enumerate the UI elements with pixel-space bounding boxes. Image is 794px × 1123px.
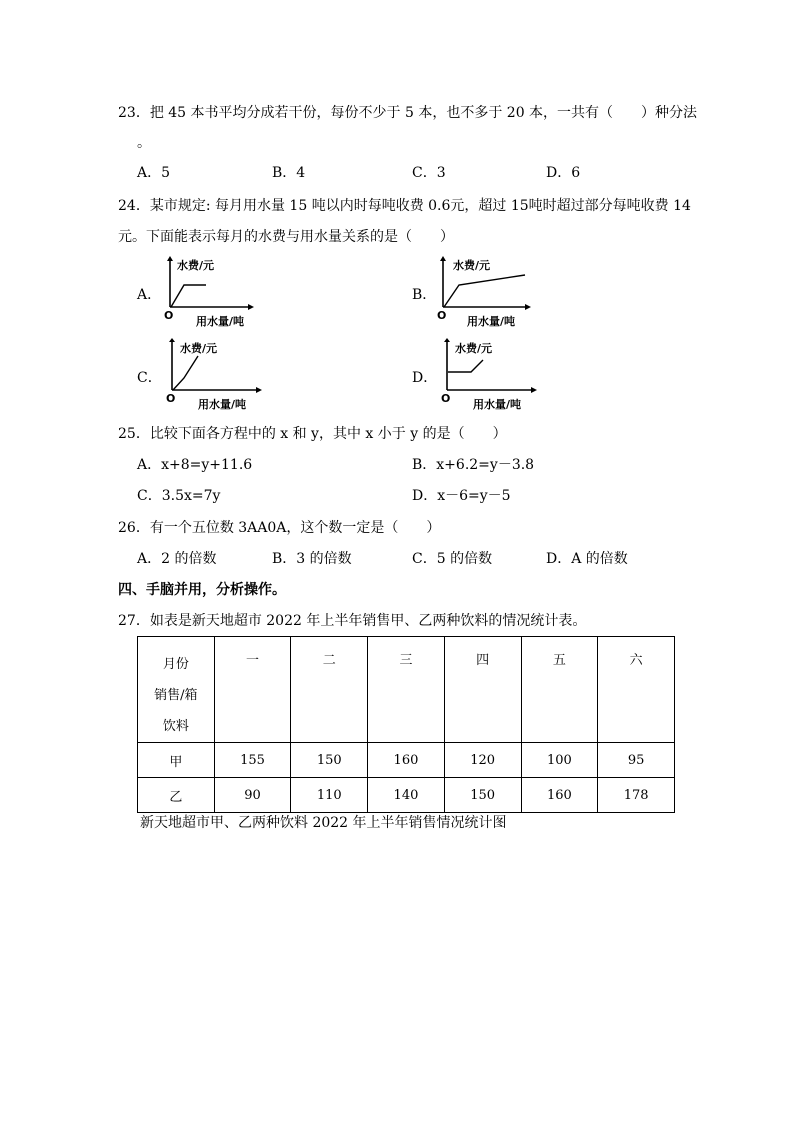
question-24-line1: 24．某市规定: 每月用水量 15 吨以内时每吨收费 0.6元，超过 15吨时超过部分每吨收费 14 [118,198,691,214]
q25-option-d[interactable]: D．x－6=y－5 [412,488,511,504]
question-24-line2: 元。下面能表示每月的水费与用水量关系的是（ ） [118,229,454,245]
q23-option-c[interactable]: C．3 [412,165,446,181]
graph-a-y-label: 水费/元 [177,259,215,272]
q24-option-b[interactable]: B． [412,287,437,303]
table-cell: 90 [214,778,291,813]
month-header: 五 [521,637,598,743]
row-label: 乙 [138,778,215,813]
month-header: 二 [291,637,368,743]
section-4-title: 四、手脑并用，分析操作。 [118,582,286,598]
table-cell: 160 [521,778,598,813]
corner-month-label: 月份 [162,657,189,672]
graph-c-y-label: 水费/元 [180,342,218,355]
table-row [138,778,675,813]
graph-d-origin: O [441,392,451,405]
question-25-text: 25．比较下面各方程中的 x 和 y，其中 x 小于 y 的是（ ） [118,426,507,442]
graph-a-origin: O [164,309,174,322]
month-header: 一 [214,637,291,743]
graph-d[interactable] [437,338,537,414]
q26-option-b[interactable]: B．3 的倍数 [272,551,352,567]
table-corner-cell [138,637,215,743]
question-23-text: 23．把 45 本书平均分成若干份，每份不少于 5 本，也不多于 20 本，一共有（ ）种分法 [118,105,698,121]
table-row [138,743,675,778]
corner-drink-label: 饮料 [162,719,189,734]
graph-d-x-label: 用水量/吨 [473,398,522,411]
graph-c[interactable] [162,338,262,414]
q24-option-c[interactable]: C． [137,370,162,386]
table-cell: 160 [368,743,445,778]
q26-option-d[interactable]: D．A 的倍数 [546,551,628,567]
graph-a[interactable] [160,255,255,329]
q23-option-d[interactable]: D．6 [546,165,581,181]
q26-option-a[interactable]: A．2 的倍数 [137,551,217,567]
graph-b-x-label: 用水量/吨 [467,315,516,328]
table-cell: 100 [521,743,598,778]
q23-option-a[interactable]: A．5 [137,165,171,181]
month-header: 六 [598,637,675,743]
table-cell: 140 [368,778,445,813]
q25-option-b[interactable]: B．x+6.2=y－3.8 [412,457,535,473]
month-header: 四 [444,637,521,743]
table-header-row [138,637,675,743]
question-26-text: 26．有一个五位数 3AA0A，这个数一定是（ ） [118,520,441,536]
table-cell: 155 [214,743,291,778]
table-cell: 95 [598,743,675,778]
table-cell: 120 [444,743,521,778]
q24-option-d[interactable]: D． [412,370,438,386]
q26-option-c[interactable]: C．5 的倍数 [412,551,493,567]
graph-c-x-label: 用水量/吨 [198,398,247,411]
row-label: 甲 [138,743,215,778]
question-27-text: 27．如表是新天地超市 2022 年上半年销售甲、乙两种饮料的情况统计表。 [118,613,587,629]
q25-option-a[interactable]: A．x+8=y+11.6 [137,457,253,473]
graph-b[interactable] [433,255,533,329]
q23-option-b[interactable]: B．4 [272,165,306,181]
q24-option-a[interactable]: A． [137,287,162,303]
graph-a-x-label: 用水量/吨 [196,315,245,328]
month-header: 三 [368,637,445,743]
table-cell: 178 [598,778,675,813]
table-cell: 110 [291,778,368,813]
sales-table [137,636,675,813]
chart-caption: 新天地超市甲、乙两种饮料 2022 年上半年销售情况统计图 [140,815,507,831]
graph-b-y-label: 水费/元 [453,259,491,272]
corner-sales-label: 销售/箱 [154,688,198,703]
q25-option-c[interactable]: C．3.5x=7y [137,488,221,504]
question-23-tail: 。 [137,135,151,151]
graph-c-origin: O [166,392,176,405]
graph-b-origin: O [437,309,447,322]
graph-d-y-label: 水费/元 [455,342,493,355]
table-cell: 150 [291,743,368,778]
table-cell: 150 [444,778,521,813]
